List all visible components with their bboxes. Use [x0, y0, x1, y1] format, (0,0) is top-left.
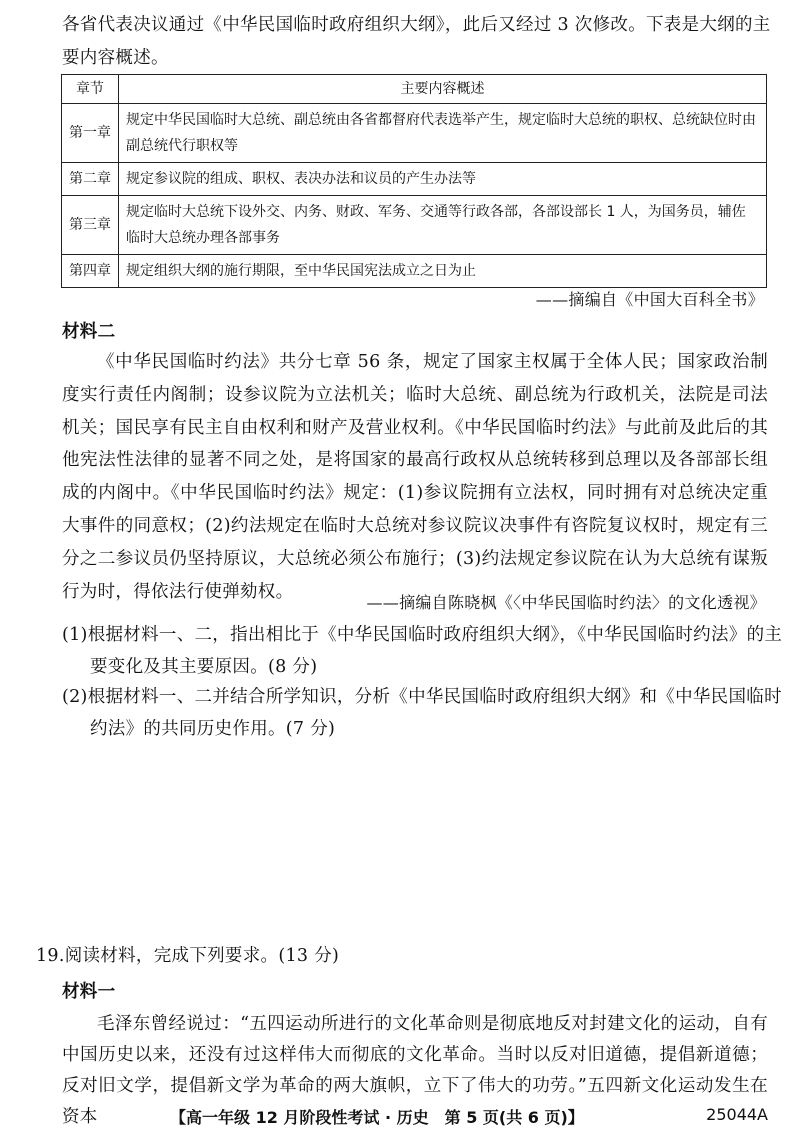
header-chapter: 章节: [62, 75, 119, 104]
material2-title: 材料二: [62, 322, 116, 342]
content-cell: 规定中华民国临时大总统、副总统由各省都督府代表选举产生，规定临时大总统的职权、总统缺位时由副总统代行职权等: [119, 104, 767, 163]
content-cell: 规定临时大总统下设外交、内务、财政、军务、交通等行政各部，各部设部长 1 人，为国务员，辅佐临时大总统办理各部事务: [119, 196, 767, 255]
intro-line-1: 各省代表决议通过《中华民国临时政府组织大纲》，此后又经过 3 次修改。下表是大纲的主: [62, 15, 771, 35]
table-header-row: [62, 75, 767, 104]
chapter-cell: 第四章: [62, 255, 119, 288]
table-row: [62, 104, 767, 163]
exam-code: 25044A: [706, 1105, 768, 1124]
content-cell: 规定组织大纲的施行期限，至中华民国宪法成立之日为止: [119, 255, 767, 288]
table-row: [62, 255, 767, 288]
content-cell: 规定参议院的组成、职权、表决办法和议员的产生办法等: [119, 163, 767, 196]
material2-body: 《中华民国临时约法》共分七章 56 条，规定了国家主权属于全体人民；国家政治制度实行责任内阁制；设参议院为立法机关；临时大总统、副总统为行政机关，法院是司法机关；国民享有民主自由权利和财产及营业权利。《中华民国临时约法》与此前及此后的其他宪法性法律的显著不同之处，是将国家的最高行政权从总统转移到总理以及各部部长组成的内阁中。《中华民国临时约法》规定：(1)参议院拥有立法权，同时拥有对总统决定重大事件的同意权；(2)约法规定在临时大总统对参议院议决事件有咨院复议权时，规定有三分之二参议员仍坚持原议，大总统必须公布施行；(3)约法规定参议院在认为大总统有谋叛行为时，得依法行使弹劾权。: [62, 352, 768, 602]
question-19-heading: 19.阅读材料，完成下列要求。(13 分): [36, 946, 340, 966]
table-row: [62, 163, 767, 196]
header-summary: 主要内容概述: [119, 75, 767, 104]
table-row: [62, 196, 767, 255]
page-footer: 【高一年级 12 月阶段性考试 · 历史 第 5 页(共 6 页)】: [170, 1108, 584, 1127]
chapter-cell: 第三章: [62, 196, 119, 255]
intro-line-2: 要内容概述。: [62, 48, 169, 68]
question-2: (2)根据材料一、二并结合所学知识，分析《中华民国临时政府组织大纲》和《中华民国临时约法》的共同历史作用。(7 分): [62, 687, 782, 739]
table-source: ——摘编自《中国大百科全书》: [535, 290, 764, 309]
chapter-cell: 第二章: [62, 163, 119, 196]
material2-source: ——摘编自陈晓枫《〈中华民国临时约法〉的文化透视》: [366, 593, 766, 612]
q19-material1-title: 材料一: [62, 982, 116, 1002]
chapter-cell: 第一章: [62, 104, 119, 163]
q19-material1-body: 毛泽东曾经说过：“五四运动所进行的文化革命则是彻底地反对封建文化的运动，自有中国历史以来，还没有过这样伟大而彻底的文化革命。当时以反对旧道德，提倡新道德；反对旧文学，提倡新文学为革命的两大旗帜，立下了伟大的功劳。”五四新文化运动发生在资本: [62, 1014, 768, 1127]
question-1: (1)根据材料一、二，指出相比于《中华民国临时政府组织大纲》，《中华民国临时约法》的主要变化及其主要原因。(8 分): [62, 625, 783, 677]
outline-table: [61, 74, 767, 288]
